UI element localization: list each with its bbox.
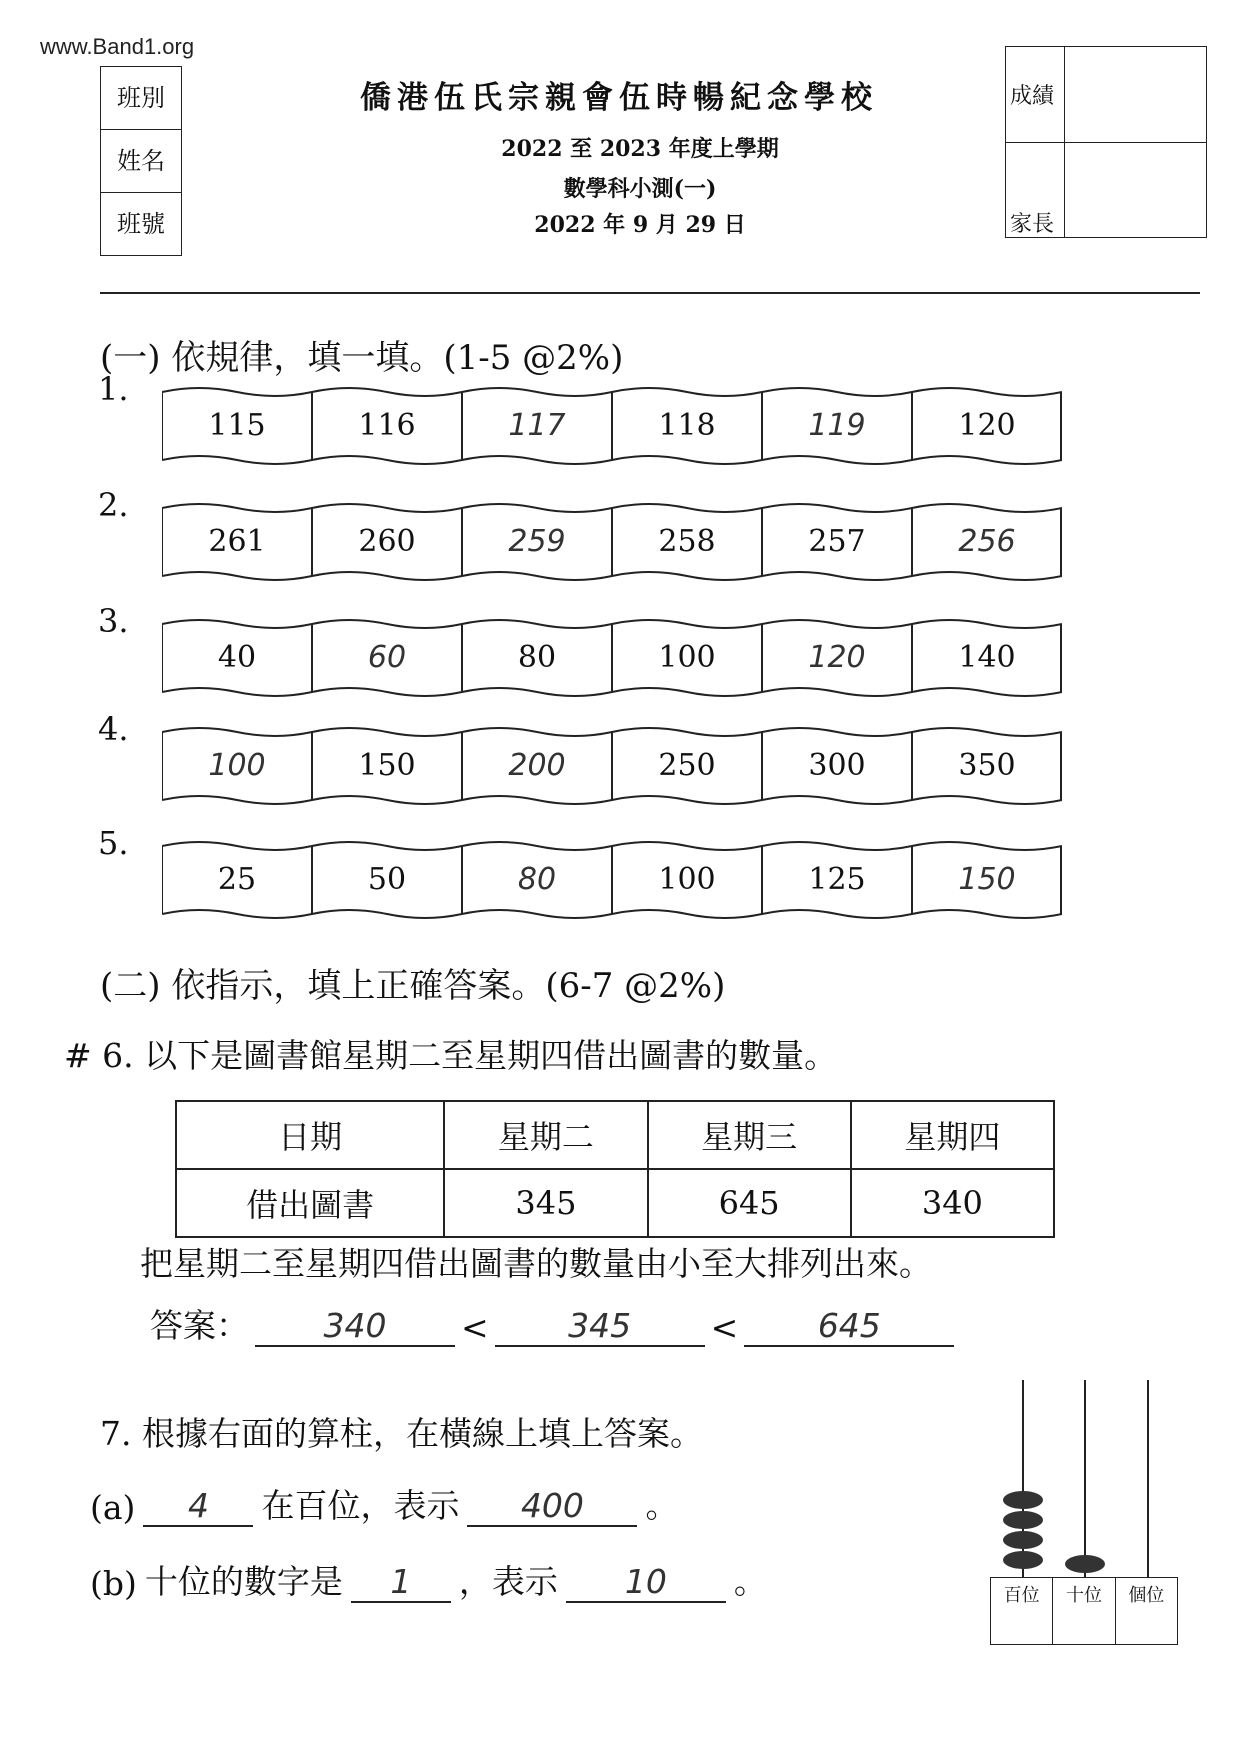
table-cell: 借出圖書 [176,1169,444,1237]
sequence-cell: 350 [958,747,1016,783]
hundreds-label: 百位 [991,1578,1053,1644]
sequence-cell: 25 [217,861,257,897]
handwritten-answer-cell[interactable]: 150 [958,861,1016,897]
tens-label: 十位 [1053,1578,1115,1644]
sequence-row [162,500,1062,582]
table-cell: 345 [444,1169,647,1237]
q6-answer-row [150,1300,954,1347]
parent-label: 家長 [1010,212,1055,237]
student-info-box [100,66,182,256]
sequence-cell: 80 [517,639,557,675]
sequence-cell: 260 [358,523,416,559]
table-row [176,1169,1054,1237]
handwritten-answer-cell[interactable]: 80 [517,861,557,897]
question-number: 4. [98,710,129,748]
name-label: 姓名 [101,130,181,193]
abacus-labels [990,1577,1178,1645]
question-number: 5. [98,824,129,862]
table-header-cell: 日期 [176,1101,444,1169]
period: 。 [733,1562,767,1601]
q7b-answer[interactable]: 10 [566,1562,726,1603]
table-header-cell: 星期四 [851,1101,1054,1169]
handwritten-answer-cell[interactable]: 200 [508,747,566,783]
q6-answer-2[interactable]: 345 [495,1306,705,1347]
less-than-symbol: < [710,1308,739,1347]
q7a-answer[interactable]: 400 [467,1486,637,1527]
sequence-cell: 40 [217,639,257,675]
sequence-cell: 150 [358,747,416,783]
q7a-blank[interactable]: 4 [143,1486,253,1527]
q7b-mid: ，表示 [458,1562,558,1601]
school-name: 僑港伍氏宗親會伍時暢紀念學校 [360,80,878,116]
sequence-cell: 250 [658,747,716,783]
question-number: 1. [98,370,129,408]
score-box [1005,46,1207,238]
sequence-row [162,838,1062,920]
test-date: 2022 年 9 月 29 日 [534,212,746,238]
question-number: 3. [98,602,129,640]
abacus-rods-graphic [990,1380,1190,1580]
header-rule [100,292,1200,294]
ones-label: 個位 [1128,1585,1165,1606]
handwritten-answer-cell[interactable]: 60 [367,639,407,675]
section1-title: (一) 依規律，填一填。(1-5 @2%) [100,338,624,378]
watermark: www.Band1.org [40,34,195,59]
q7a-row [90,1480,678,1527]
sequence-cell: 120 [958,407,1016,443]
abacus-bead [1003,1511,1043,1529]
q7b-row [90,1556,767,1603]
period: 。 [645,1486,679,1525]
sequence-cell: 100 [658,639,716,675]
q6-prompt: # 6. 以下是圖書館星期二至星期四借出圖書的數量。 [64,1036,838,1075]
q7b-text: 十位的數字是 [144,1562,343,1601]
sequence-cell: 257 [808,523,866,559]
table-header-cell: 星期二 [444,1101,647,1169]
sequence-cell: 261 [208,523,266,559]
handwritten-answer-cell[interactable]: 119 [808,407,866,443]
score-label: 成績 [1006,47,1206,143]
sequence-row [162,384,1062,466]
test-title: 數學科小測(一) [563,176,717,202]
q7b-label: (b) [90,1564,137,1603]
class-number-label: 班號 [117,210,165,238]
less-than-symbol: < [461,1308,489,1347]
q7b-blank[interactable]: 1 [351,1562,451,1603]
handwritten-answer-cell[interactable]: 259 [508,523,566,559]
abacus-bead [1065,1555,1105,1573]
q6-answer-label: 答案： [150,1306,249,1345]
class-label: 班別 [101,67,181,130]
table-header-row [176,1101,1054,1169]
table-cell: 645 [648,1169,851,1237]
sequence-cell: 116 [358,407,416,443]
sequence-cell: 125 [808,861,866,897]
sequence-cell: 115 [208,407,266,443]
q6-answer-1[interactable]: 340 [255,1306,455,1347]
sequence-cell: 118 [658,407,716,443]
table-cell: 340 [851,1169,1054,1237]
q6-answer-3[interactable]: 645 [744,1306,954,1347]
library-table [175,1100,1055,1238]
q6-instruction: 把星期二至星期四借出圖書的數量由小至大排列出來。 [140,1244,932,1283]
handwritten-answer-cell[interactable]: 120 [808,639,866,675]
sequence-row [162,616,1062,698]
abacus-bead [1003,1531,1043,1549]
sequence-cell: 300 [808,747,866,783]
q7-prompt: 7. 根據右面的算柱，在橫線上填上答案。 [100,1414,703,1453]
handwritten-answer-cell[interactable]: 117 [508,407,566,443]
table-header-cell: 星期三 [648,1101,851,1169]
sequence-cell: 50 [367,861,407,897]
handwritten-answer-cell[interactable]: 256 [958,523,1016,559]
abacus-bead [1003,1491,1043,1509]
sequence-row [162,724,1062,806]
sequence-cell: 100 [658,861,716,897]
section2-title: (二) 依指示，填上正確答案。(6-7 @2%) [100,966,726,1006]
handwritten-answer-cell[interactable]: 100 [208,747,266,783]
q7a-text: 在百位，表示 [261,1486,460,1525]
q7a-label: (a) [90,1488,136,1527]
question-number: 2. [98,486,129,524]
sequence-cell: 258 [658,523,716,559]
sequence-cell: 140 [958,639,1016,675]
school-year: 2022 至 2023 年度上學期 [501,136,779,162]
abacus-bead [1003,1551,1043,1569]
